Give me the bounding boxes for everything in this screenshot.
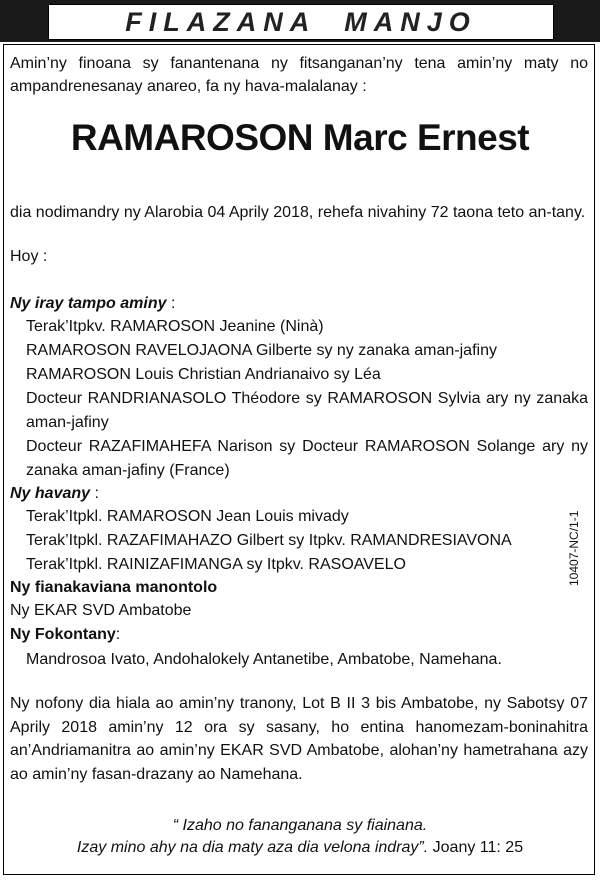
tampo-line-2: RAMAROSON RAVELOJAONA Gilberte sy ny zanaka aman-jafiny [26,342,497,359]
fokontany-heading [10,623,120,647]
tampo-heading [10,292,175,316]
havany-line-3: Terak’Itpkl. RAINIZAFIMANGA sy Itpkv. RASOAVELO [26,556,406,573]
quote-line-2 [0,836,600,860]
death-line: dia nodimandry ny Alarobia 04 Aprily 2018, rehefa nivahiny 72 taona teto an-tany. [10,204,586,221]
tampo-line-3: RAMAROSON Louis Christian Andrianaivo sy Léa [26,366,381,383]
deceased-name: RAMAROSON Marc Ernest [70,117,530,158]
header-title: FILAZANA MANJO [125,6,477,37]
quote-reference: Joany 11: 25 [428,839,524,856]
tampo-line-5: Docteur RAZAFIMAHEFA Narison sy Docteur RAMAROSON Solange ary ny zanaka aman-jafiny (France) [26,438,588,479]
tampo-line-4: Docteur RANDRIANASOLO Théodore sy RAMAROSON Sylvia ary ny zanaka aman-jafiny [26,390,588,431]
header-bar [0,0,600,42]
reference-code: 10407-NC/1-1 [567,510,581,586]
fokontany-heading-suffix: : [115,626,121,643]
fianakaviana-line: Ny EKAR SVD Ambatobe [10,602,192,619]
havany-heading [10,482,99,506]
fianakaviana-heading: Ny fianakaviana manontolo [10,579,218,596]
intro-paragraph: Amin’ny finoana sy fanantenana ny fitsanganan’ny tena amin’ny maty no ampandrenesanay anareo, fa ny hava-malalanay : [10,55,588,95]
quote-line-2-text: Izay mino ahy na dia maty aza dia velona indray”. [76,839,429,856]
havany-line-1: Terak’Itpkl. RAMAROSON Jean Louis mivady [26,508,349,525]
tampo-heading-text: Ny iray tampo aminy [10,295,167,312]
fokontany-line: Mandrosoa Ivato, Andohalokely Antanetibe, Ambatobe, Namehana. [26,651,502,668]
fokontany-heading-text: Ny Fokontany [10,626,116,643]
havany-line-2: Terak’Itpkl. RAZAFIMAHAZO Gilbert sy Itpkv. RAMANDRESIAVONA [26,532,512,549]
hoy-label: Hoy : [10,248,48,265]
quote-line-1: “ Izaho no fananganana sy fiainana. [172,817,428,834]
funeral-paragraph: Ny nofony dia hiala ao amin’ny tranony, Lot B II 3 bis Ambatobe, ny Sabotsy 07 Aprily 2018 amin’ny 12 ora sy sasany, ho entina hanomezam-boninahitra an’Andriamanitra ao amin’ny EKAR SVD Ambatobe, alohan’ny hametrahana azy ao amin’ny fasan-drazany ao Namehana. [10,695,588,783]
header-box [48,4,554,40]
havany-heading-suffix: : [90,485,99,502]
tampo-line-1: Terak’Itpkv. RAMAROSON Jeanine (Ninà) [26,318,324,335]
tampo-heading-suffix: : [166,295,176,312]
havany-heading-text: Ny havany [10,485,91,502]
